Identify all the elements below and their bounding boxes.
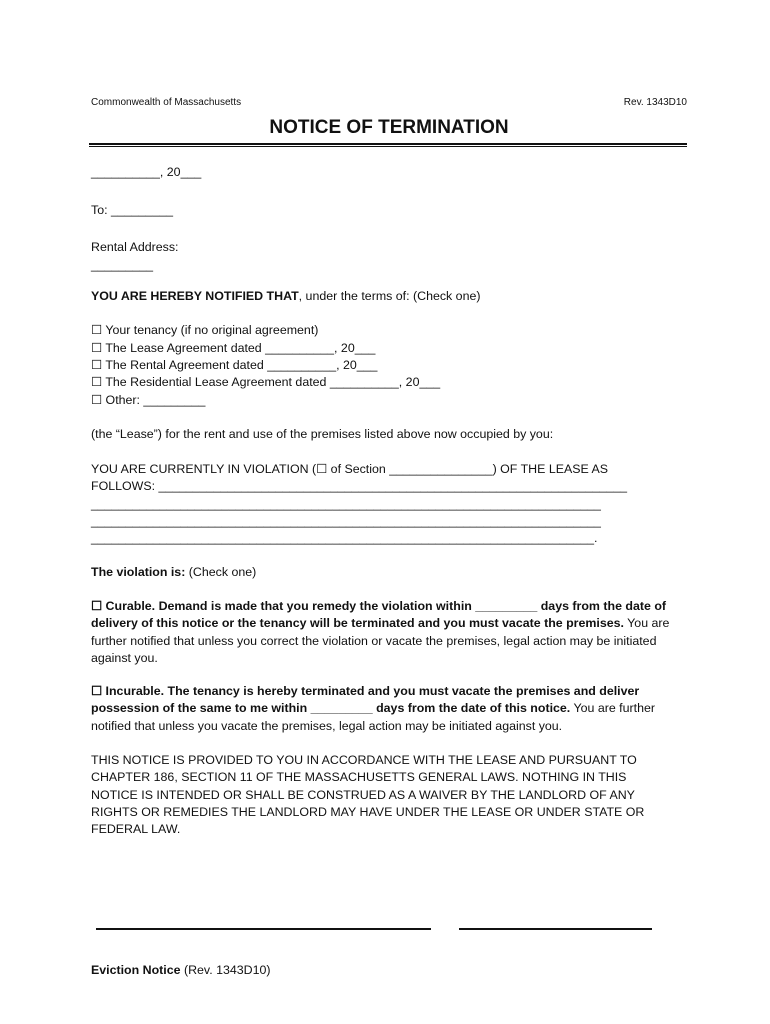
option-rental-agreement[interactable]: ☐ The Rental Agreement dated __________, 20___ [91, 358, 378, 372]
document-title: NOTICE OF TERMINATION [269, 117, 509, 138]
footer [91, 963, 271, 977]
footer-bold: Eviction Notice [91, 963, 181, 977]
violation-line-3: __________________________________________________________________________ [91, 497, 601, 511]
curable-bold: ☐ Curable. Demand is made that you remedy the violation within _________ days from the date of delivery of this notice or the tenancy will be terminated and you must vacate the premises. [91, 599, 667, 631]
notified-bold: YOU ARE HEREBY NOTIFIED THAT [91, 289, 299, 303]
option-lease-agreement[interactable]: ☐ The Lease Agreement dated __________, 20___ [91, 341, 376, 355]
violation-line-5: _________________________________________________________________________. [91, 531, 598, 545]
incurable-rest: You are further notified that unless you vacate the premises, legal action may be initiated against you. [91, 701, 655, 733]
option-residential-lease[interactable]: ☐ The Residential Lease Agreement dated __________, 20___ [91, 375, 441, 389]
violation-is-rest: (Check one) [185, 565, 257, 579]
violation-is-line [91, 564, 256, 581]
rental-address-label: Rental Address: [91, 240, 179, 254]
header-revision: Rev. 1343D10 [623, 97, 687, 108]
title-rule-thick [89, 143, 687, 145]
option-your-tenancy[interactable]: ☐ Your tenancy (if no original agreement) [91, 323, 319, 337]
curable-paragraph[interactable] [91, 598, 681, 667]
header-state: Commonwealth of Massachusetts [91, 97, 242, 108]
rental-address-blank: _________ [91, 258, 154, 272]
notified-rest: , under the terms of: (Check one) [298, 289, 481, 303]
notified-line [91, 288, 480, 305]
to-line: To: _________ [91, 203, 173, 217]
violation-line-4: __________________________________________________________________________ [91, 514, 601, 528]
lease-line: (the “Lease”) for the rent and use of the premises listed above now occupied by you: [91, 427, 554, 441]
violation-line-2: FOLLOWS: ____________________________________________________________________ [91, 479, 628, 493]
curable-rest: You are further notified that unless you correct the violation or vacate the premises, legal action may be initiated against you. [91, 616, 670, 665]
signature-date-line[interactable] [459, 928, 652, 930]
violation-is-bold: The violation is: [91, 565, 186, 579]
incurable-bold: ☐ Incurable. The tenancy is hereby terminated and you must vacate the premises and deliver possession of the same to me within _________ days from the date of this notice. [91, 684, 640, 716]
legal-notice: THIS NOTICE IS PROVIDED TO YOU IN ACCORDANCE WITH THE LEASE AND PURSUANT TO CHAPTER 186, SECTION 11 OF THE MASSACHUSETTS GENERAL LAWS. NOTHING IN THIS NOTICE IS INTENDED OR SHALL BE CONSTRUED AS A WAIVER BY THE LANDLORD OF ANY RIGHTS OR REMEDIES THE LANDLORD MAY HAVE UNDER THE LEASE OR UNDER STATE OR FEDERAL LAW. [91, 753, 645, 837]
landlord-signature-line[interactable] [96, 928, 431, 930]
title-rule-thin [89, 146, 687, 147]
violation-line-1: YOU ARE CURRENTLY IN VIOLATION (☐ of Section _______________) OF THE LEASE AS [91, 462, 609, 476]
date-line: __________, 20___ [91, 165, 202, 179]
incurable-paragraph[interactable] [91, 683, 681, 735]
footer-rest: (Rev. 1343D10) [180, 963, 271, 977]
option-other[interactable]: ☐ Other: _________ [91, 393, 206, 407]
